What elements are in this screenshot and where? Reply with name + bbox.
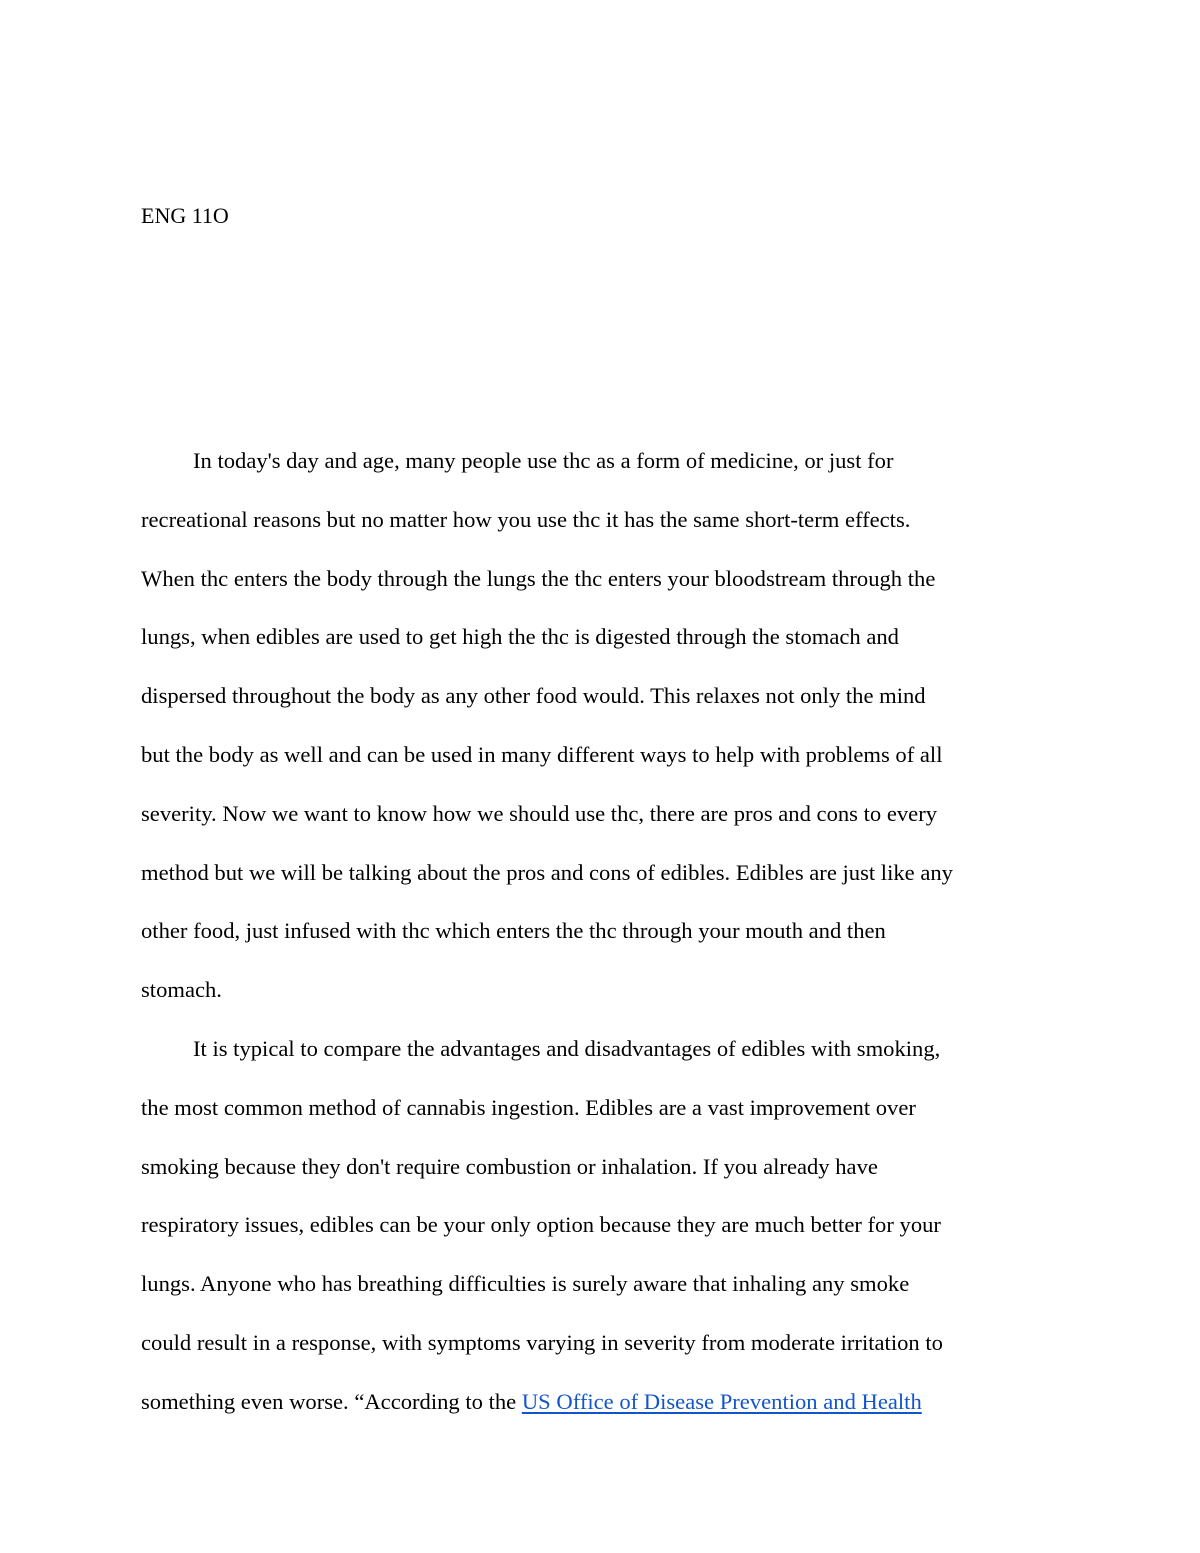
paragraph-1-line-2: recreational reasons but no matter how you use thc it has the same short-term effects. — [141, 506, 911, 532]
paragraph-1-line-8: method but we will be talking about the pros and cons of edibles. Edibles are just like any — [141, 859, 953, 885]
odphp-link[interactable]: US Office of Disease Prevention and Health — [521, 1388, 922, 1414]
paragraph-1-line-1: In today's day and age, many people use thc as a form of medicine, or just for — [193, 448, 894, 473]
paragraph-2-line-7 — [141, 1373, 1066, 1432]
paragraph-1-line-7: severity. Now we want to know how we should use thc, there are pros and cons to every — [141, 800, 938, 826]
paragraph-1-line-9: other food, just infused with thc which enters the thc through your mouth and then — [141, 918, 886, 944]
paragraph-2-line-1: It is typical to compare the advantages and disadvantages of edibles with smoking, — [193, 1035, 941, 1061]
paragraph-2 — [141, 1020, 1066, 1432]
paragraph-2-line-6: could result in a response, with symptoms varying in severity from moderate irritation to — [141, 1329, 943, 1355]
paragraph-2-line-7-text: something even worse. “According to the — [141, 1388, 522, 1414]
paragraph-1 — [141, 432, 1066, 1020]
course-code: ENG 11O — [141, 203, 229, 228]
paragraph-2-line-2: the most common method of cannabis ingestion. Edibles are a vast improvement over — [141, 1094, 916, 1120]
paragraph-1-line-10: stomach. — [141, 977, 222, 1003]
paragraph-1-line-4: lungs, when edibles are used to get high the thc is digested through the stomach and — [141, 624, 899, 650]
paragraph-1-line-6: but the body as well and can be used in many different ways to help with problems of all — [141, 741, 943, 767]
paragraph-2-line-3: smoking because they don't require combustion or inhalation. If you already have — [141, 1153, 878, 1179]
paragraph-2-line-4: respiratory issues, edibles can be your only option because they are much better for your — [141, 1212, 941, 1238]
paragraph-1-line-5: dispersed throughout the body as any other food would. This relaxes not only the mind — [141, 683, 926, 709]
paragraph-2-line-5: lungs. Anyone who has breathing difficulties is surely aware that inhaling any smoke — [141, 1271, 910, 1297]
paragraph-1-line-3: When thc enters the body through the lungs the thc enters your bloodstream through the — [141, 565, 936, 591]
essay-body — [141, 432, 1066, 1432]
